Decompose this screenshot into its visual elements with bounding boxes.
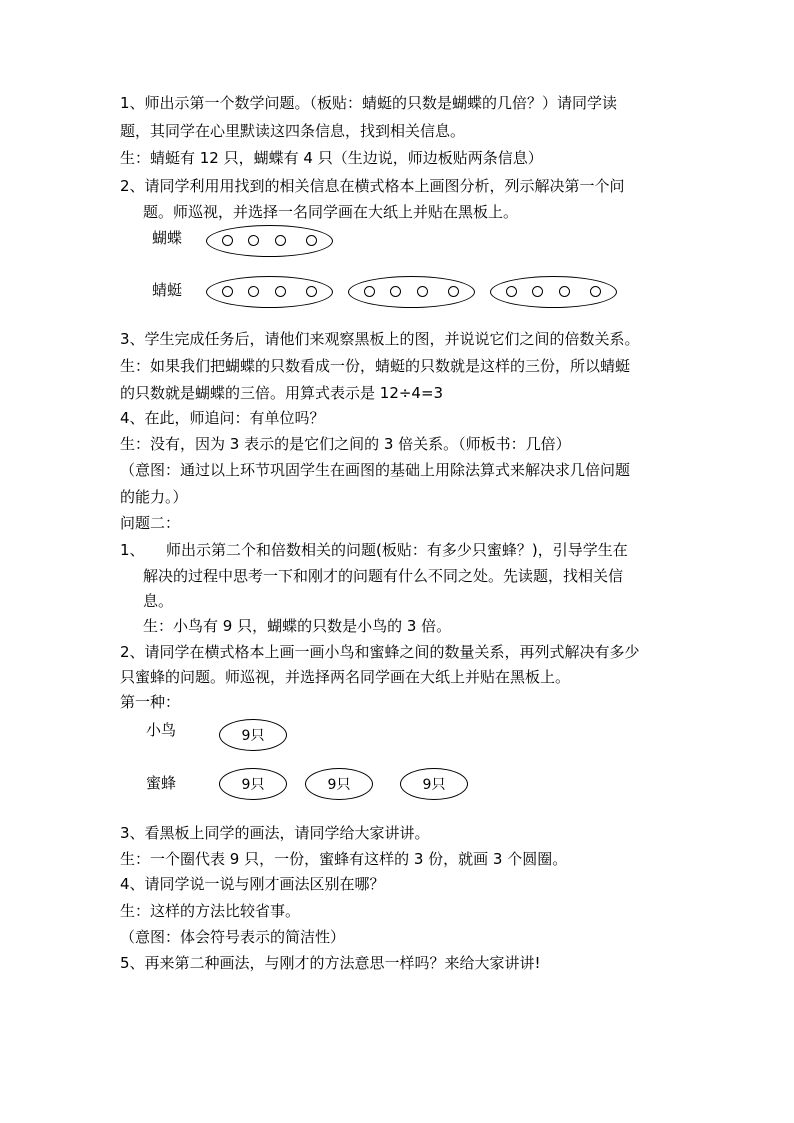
text-line: 的能力。） <box>120 488 188 506</box>
text-line: 生：这样的方法比较省事。 <box>120 902 301 920</box>
dragonfly-circle <box>248 286 259 297</box>
bird-oval-text: 9只 <box>241 728 265 744</box>
butterfly-circle <box>248 235 259 246</box>
dragonfly-circle <box>390 286 401 297</box>
butterfly-label: 蝴蝶 <box>152 229 183 247</box>
bird-group-oval <box>219 719 287 751</box>
text-line: 生：小鸟有 9 只，蝴蝶的只数是小鸟的 3 倍。 <box>143 617 452 635</box>
dragonfly-label: 蜻蜓 <box>152 281 183 299</box>
bee-label: 蜜蜂 <box>146 774 177 792</box>
dragonfly-group-oval <box>490 276 617 308</box>
text-line: 生：如果我们把蝴蝶的只数看成一份，蜻蜓的只数就是这样的三份，所以蜻蜓 <box>120 357 631 375</box>
dragonfly-circle <box>222 286 233 297</box>
butterfly-circle <box>275 235 286 246</box>
text-line: 2、请同学利用用找到的相关信息在横式格本上画图分析，列示解决第一个问 <box>120 177 625 195</box>
bee-oval-text: 9只 <box>241 777 265 793</box>
dragonfly-circle <box>448 286 459 297</box>
dragonfly-circle <box>559 286 570 297</box>
bee-group-oval <box>305 768 373 800</box>
text-line: 题，其同学在心里默读这四条信息，找到相关信息。 <box>120 122 466 140</box>
dragonfly-circle <box>417 286 428 297</box>
dragonfly-circle <box>590 286 601 297</box>
dragonfly-circle <box>364 286 375 297</box>
text-line: 师出示第二个和倍数相关的问题(板贴：有多少只蜜蜂？)，引导学生在 <box>166 541 628 559</box>
butterfly-circle <box>222 235 233 246</box>
bee-group-oval <box>400 768 468 800</box>
butterfly-group-oval <box>206 225 333 257</box>
text-line: 生：蜻蜓有 12 只，蝴蝶有 4 只（生边说，师边板贴两条信息） <box>120 149 543 167</box>
dragonfly-circle <box>306 286 317 297</box>
text-line: 解决的过程中思考一下和刚才的问题有什么不同之处。先读题，找相关信 <box>143 567 624 585</box>
text-line: 息。 <box>143 592 174 610</box>
text-line: 的只数就是蝴蝶的三倍。用算式表示是 12÷4=3 <box>120 384 444 402</box>
bird-label: 小鸟 <box>146 721 177 739</box>
text-line: 1、 <box>120 541 145 559</box>
text-line: 生：没有，因为 3 表示的是它们之间的 3 倍关系。（师板书：几倍） <box>120 435 571 453</box>
text-line: 3、看黑板上同学的画法，请同学给大家讲讲。 <box>120 824 430 842</box>
text-line: 只蜜蜂的问题。师巡视，并选择两名同学画在大纸上并贴在黑板上。 <box>120 668 571 686</box>
butterfly-circle <box>306 235 317 246</box>
text-line: （意图：体会符号表示的简洁性） <box>120 928 346 946</box>
text-line: 4、在此，师追问：有单位吗？ <box>120 409 325 427</box>
text-line: 2、请同学在横式格本上画一画小鸟和蜜蜂之间的数量关系，再列式解决有多少 <box>120 643 640 661</box>
text-line: 题。师巡视，并选择一名同学画在大纸上并贴在黑板上。 <box>143 203 519 221</box>
section-heading: 问题二： <box>120 514 181 532</box>
text-line: （意图：通过以上环节巩固学生在画图的基础上用除法算式来解决求几倍问题 <box>120 461 631 479</box>
text-line: 4、请同学说一说与刚才画法区别在哪？ <box>120 875 385 893</box>
text-line: 3、学生完成任务后，请他们来观察黑板上的图，并说说它们之间的倍数关系。 <box>120 330 640 348</box>
dragonfly-group-oval <box>206 276 333 308</box>
dragonfly-circle <box>532 286 543 297</box>
dragonfly-circle <box>506 286 517 297</box>
dragonfly-circle <box>275 286 286 297</box>
text-line: 1、师出示第一个数学问题。（板贴：蜻蜓的只数是蝴蝶的几倍？）请同学读 <box>120 94 618 112</box>
bee-oval-text: 9只 <box>327 777 351 793</box>
bee-group-oval <box>219 768 287 800</box>
text-line: 生：一个圈代表 9 只，一份，蜜蜂有这样的 3 份，就画 3 个圆圈。 <box>120 850 568 868</box>
text-line: 5、再来第二种画法，与刚才的方法意思一样吗？来给大家讲讲! <box>120 954 541 972</box>
dragonfly-group-oval <box>348 276 475 308</box>
bee-oval-text: 9只 <box>422 777 446 793</box>
text-line: 第一种： <box>120 693 181 711</box>
